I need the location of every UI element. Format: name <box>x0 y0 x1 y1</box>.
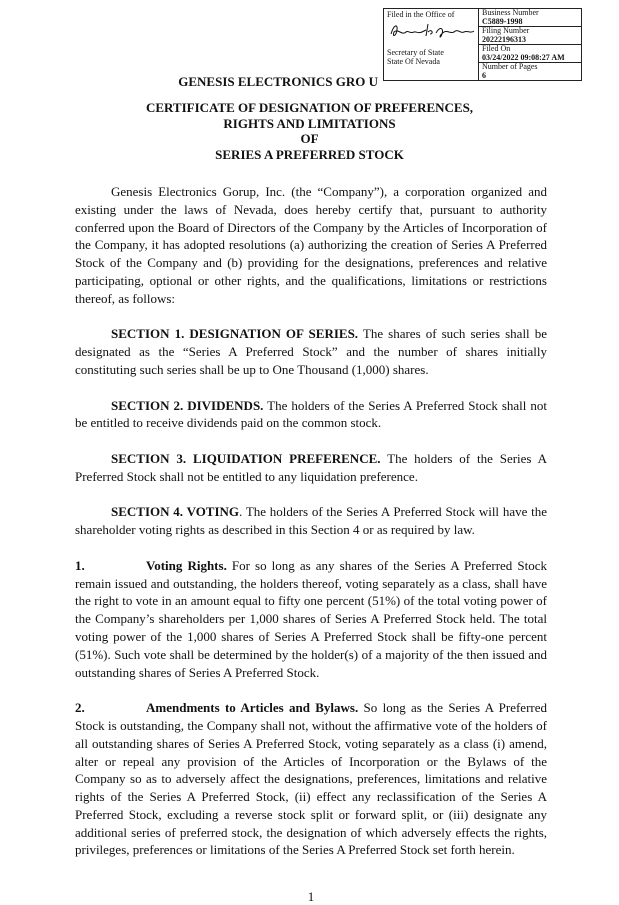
state-label: State Of Nevada <box>387 56 440 66</box>
filing-stamp <box>383 8 582 81</box>
pages-cell: Number of Pages 6 <box>482 62 538 80</box>
secretary-label: Secretary of State <box>387 48 444 57</box>
item-2-amendments: 2. Amendments to Articles and Bylaws. So long as the Series A Preferred Stock is outstanding, the Company shall not, without the affirmative vote of the holders of all outstanding shares of Series A Preferred Stock, voting separately as a class (i) amend, alter or repeal any provision of the Articles of Incorporation or the Bylaws of the Company so as to adversely affect the designations, preferences, limitations and relative rights of the Series A Preferred Stock, (ii) effect any reclassification of the Series A Preferred Stock, excluding a reverse stock split or forward split, or (iii) designate any additional series of preferred stock, the designation of which adversely effects the rights, privileges, preferences or limitations of the Series A Preferred Stock set forth herein. <box>75 700 548 858</box>
item-1-voting-rights: 1. Voting Rights. For so long as any shares of the Series A Preferred Stock remain issued and outstanding, the holders thereof, voting separately as a class, shall have the right to vote in an amount equal to fifty one percent (51%) of the total voting power of the Company’s shareholders per 1,000 shares of Series A Preferred Stock held. The total voting power of the 1,000 shares of Series A Preferred Stock shall be fifty-one percent (51%). Such vote shall be determined by the holder(s) of a majority of the then issued and outstanding shares of Series A Preferred Stock. <box>75 557 547 680</box>
business-number-cell: Business Number C5889-1998 <box>479 9 581 27</box>
section-2: SECTION 2. DIVIDENDS. The holders of the Series A Preferred Stock shall not be entitled to receive dividends paid on the common stock. <box>75 397 547 431</box>
company-heading: GENESIS ELECTRONICS GRO U <box>178 74 378 89</box>
document-body <box>75 183 547 905</box>
filed-in-label: Filed in the Office of <box>387 10 455 19</box>
section-3: SECTION 3. LIQUIDATION PREFERENCE. The holders of the Series A Preferred Stock shall not be entitled to any liquidation preference. <box>75 450 547 484</box>
filed-on-cell: Filed On 03/24/2022 09:08:27 AM <box>479 45 581 63</box>
filing-number-cell: Filing Number 20222196313 <box>479 27 581 45</box>
signature-image <box>388 20 476 42</box>
intro-paragraph: Genesis Electronics Gorup, Inc. (the “Company”), a corporation organized and existing under the laws of Nevada, does hereby certify that, pursuant to authority conferred upon the Board of Directors of the Company by the Articles of Incorporation of the Company, it has adopted resolutions (a) authorizing the creation of Series A Preferred Stock of the Company and (b) providing for the designations, preferences and relative participating, optional or other rights, and the qualifications, limitations or restrictions thereof, as follows: <box>75 184 547 306</box>
title-line: OF <box>300 131 319 146</box>
section-1: SECTION 1. DESIGNATION OF SERIES. The shares of such series shall be designated as the “Series A Preferred Stock” and the number of shares initially constituting such series shall be up to One Thousand (1,000) shares. <box>75 326 547 377</box>
document-title <box>0 100 619 162</box>
page-number: 1 <box>307 889 315 905</box>
section-4: SECTION 4. VOTING. The holders of the Series A Preferred Stock will have the shareholder voting rights as described in this Section 4 or as required by law. <box>75 504 547 538</box>
title-line: SERIES A PREFERRED STOCK <box>215 146 404 162</box>
title-line: RIGHTS AND LIMITATIONS <box>223 115 396 131</box>
title-line: CERTIFICATE OF DESIGNATION OF PREFERENCES, <box>145 100 474 115</box>
